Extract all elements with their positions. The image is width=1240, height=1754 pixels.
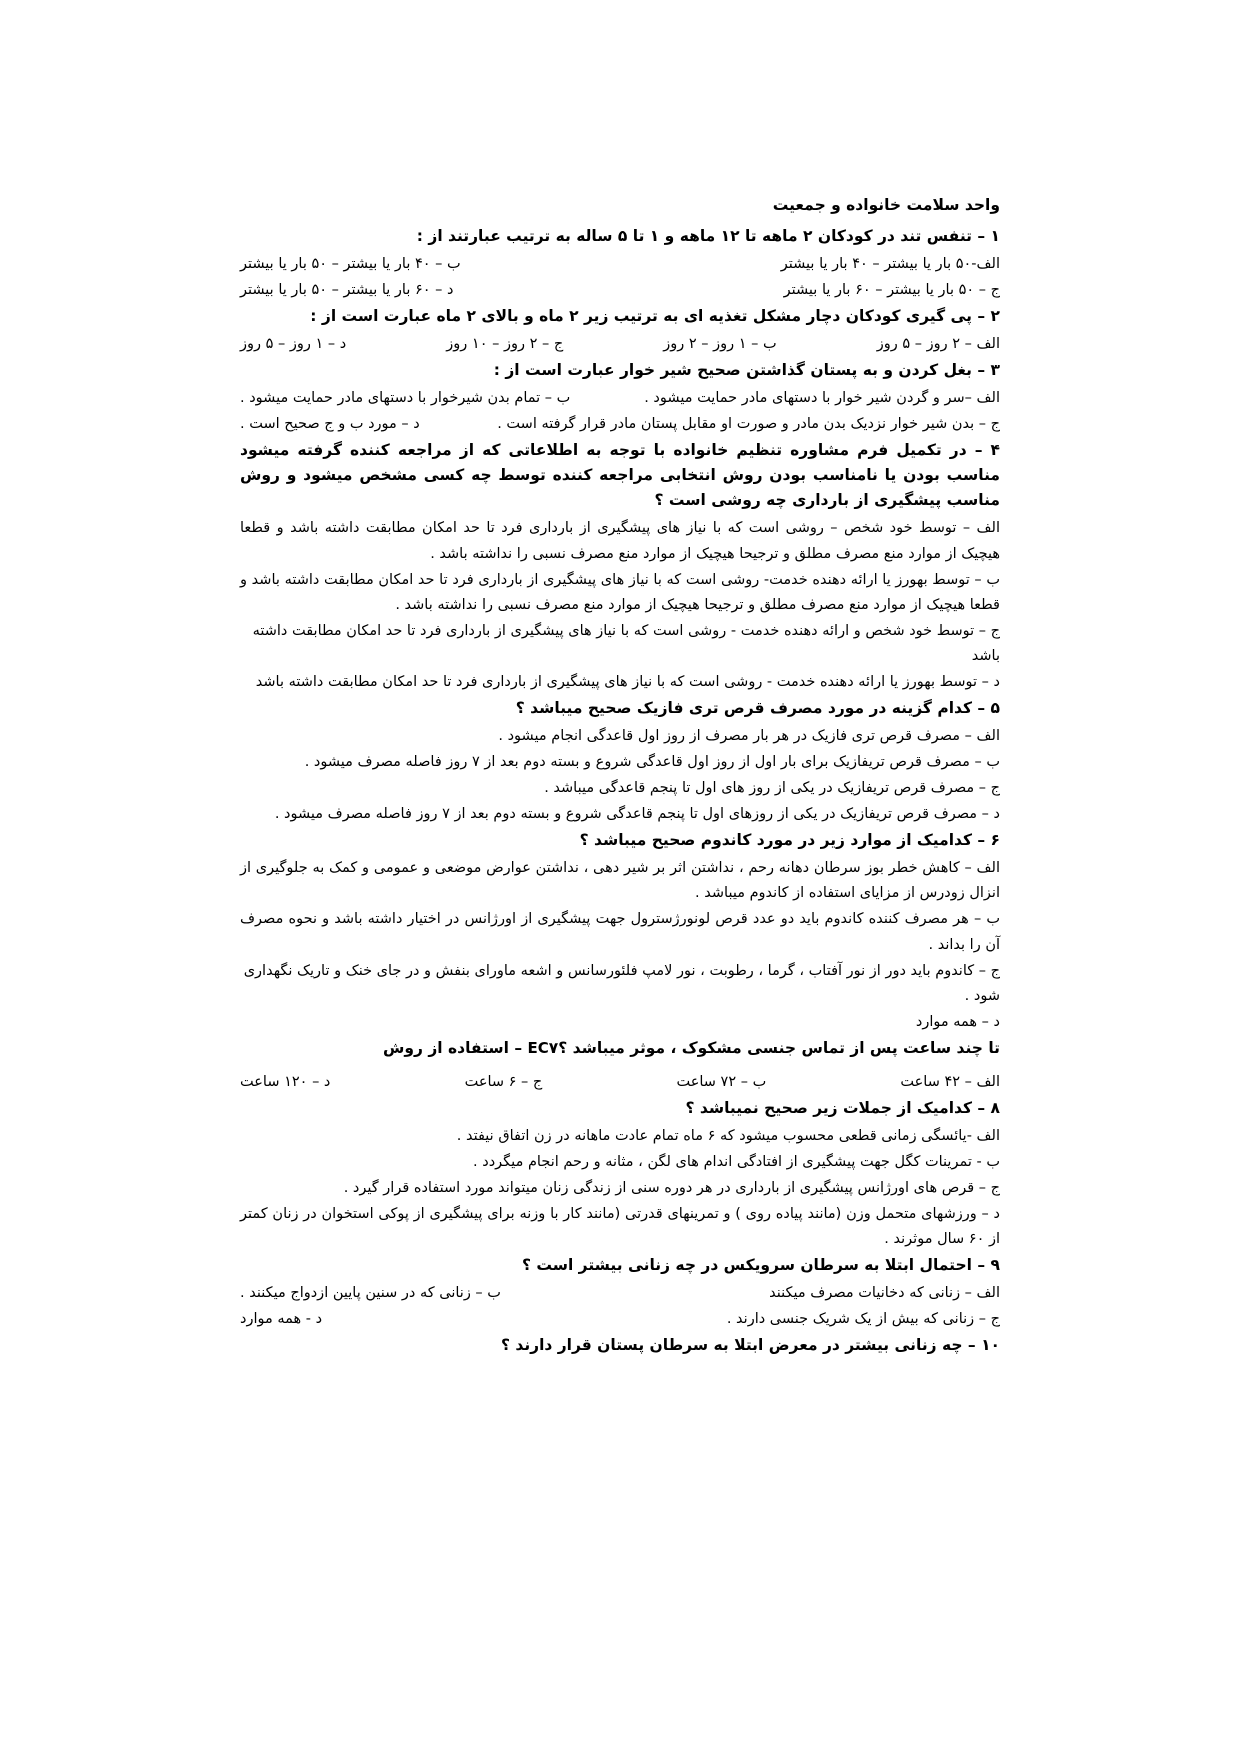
option-alef[interactable]: الف – توسط خود شخص – روشی است که با نیاز های پیشگیری از بارداری فرد تا حد امکان مطابقت داشته باشد و قطعا هیچیک از موارد منع مصرف مطلق و ترجیحا هیچیک از موارد منع مصرف نسبی را نداشته باشد . bbox=[240, 520, 1000, 562]
question-5 bbox=[240, 696, 1000, 827]
option-jim[interactable]: ج – ۶ ساعت bbox=[464, 1073, 543, 1090]
option-alef[interactable]: الف – مصرف قرص تری فازیک در هر بار مصرف از روز اول قاعدگی انجام میشود . bbox=[498, 728, 1000, 745]
question-3-options-row-1 bbox=[240, 386, 1000, 411]
option-alef[interactable]: الف -یائسگی زمانی قطعی محسوب میشود که ۶ ماه تمام عادت ماهانه در زن اتفاق نیفتد . bbox=[456, 1127, 1000, 1144]
option-dal[interactable]: د - همه موارد bbox=[240, 1311, 323, 1328]
question-3-options-row-2 bbox=[240, 412, 1000, 437]
option-dal[interactable]: د – مصرف قرص تریفازیک در یکی از روزهای اول تا پنجم قاعدگی شروع و بسته دوم بعد از ۷ روز فاصله مصرف میشود . bbox=[274, 805, 1000, 822]
option-alef[interactable]: الف – کاهش خطر بوز سرطان دهانه رحم ، نداشتن اثر بر شیر دهی ، نداشتن عوارض موضعی و عمومی و کمک به جلوگیری از انزال زودرس از مزایای استفاده از کاندوم میباشد . bbox=[240, 860, 1000, 902]
option-alef[interactable]: الف – ۲ روز – ۵ روز bbox=[876, 336, 1000, 353]
option-alef[interactable]: الف – ۴۲ ساعت bbox=[900, 1073, 1000, 1090]
option-dal[interactable]: د – توسط بهورز یا ارائه دهنده خدمت - روشی است که با نیاز های پیشگیری از بارداری فرد تا حد امکان مطابقت داشته باشد bbox=[255, 674, 1000, 691]
option-dal[interactable]: د – ۱ روز – ۵ روز bbox=[240, 336, 347, 353]
option-jim[interactable]: ج – مصرف قرص تریفازیک در یکی از روز های اول تا پنجم قاعدگی میباشد . bbox=[544, 780, 1000, 797]
option-jim[interactable]: ج – بدن شیر خوار نزدیک بدن مادر و صورت او مقابل پستان مادر قرار گرفته است . bbox=[497, 416, 1000, 433]
option-be[interactable]: ب – ۱ روز – ۲ روز bbox=[663, 336, 777, 353]
option-dal[interactable]: د – ۶۰ بار یا بیشتر – ۵۰ بار یا بیشتر bbox=[240, 282, 454, 299]
question-10 bbox=[240, 1333, 1000, 1358]
option-be[interactable]: ب – زنانی که در سنین پایین ازدواج میکنند . bbox=[240, 1285, 501, 1302]
question-1 bbox=[240, 224, 1000, 303]
question-4-stem: ۴ – در تکمیل فرم مشاوره تنظیم خانواده با توجه به اطلاعاتی که از مراجعه کننده گرفته میشود مناسب بودن یا نامناسب بودن روش انتخابی مراجعه کننده توسط چه کسی مشخص میشود و روش مناسب پیشگیری از بارداری چه روشی است ؟ bbox=[240, 441, 1000, 510]
question-6 bbox=[240, 828, 1000, 1035]
option-be[interactable]: ب – تمام بدن شیرخوار با دستهای مادر حمایت میشود . bbox=[240, 390, 571, 407]
option-dal[interactable]: د – همه موارد bbox=[915, 1013, 1000, 1030]
option-dal[interactable]: د – ورزشهای متحمل وزن (مانند پیاده روی ) و تمرینهای قدرتی (مانند کار با وزنه برای پیشگیری از پوکی استخوان در زنان کمتر از ۶۰ سال موثرند . bbox=[240, 1205, 1000, 1247]
question-10-stem: ۱۰ – چه زنانی بیشتر در معرض ابتلا به سرطان پستان قرار دارند ؟ bbox=[501, 1336, 1000, 1355]
option-alef[interactable]: الف-۵۰ بار یا بیشتر – ۴۰ بار یا بیشتر bbox=[780, 256, 1000, 273]
question-2 bbox=[240, 304, 1000, 357]
page-title: واحد سلامت خانواده و جمعیت bbox=[772, 196, 1000, 214]
option-jim[interactable]: ج – قرص های اورژانس پیشگیری از بارداری در هر دوره سنی از زندگی زنان میتواند مورد استفاده قرار گیرد . bbox=[343, 1179, 1000, 1196]
option-jim[interactable]: ج – کاندوم باید دور از نور آفتاب ، گرما ، رطوبت ، نور لامپ فلئورسانس و اشعه ماورای بنفش و در جای خنک و تاریک نگهداری شود . bbox=[243, 962, 1000, 1004]
option-dal[interactable]: د – مورد ب و ج صحیح است . bbox=[240, 416, 420, 433]
option-be[interactable]: ب – ۷۲ ساعت bbox=[676, 1073, 767, 1090]
option-jim[interactable]: ج – زنانی که بیش از یک شریک جنسی دارند . bbox=[726, 1311, 1000, 1328]
question-3-stem: ۳ – بغل کردن و به پستان گذاشتن صحیح شیر خوار عبارت است از : bbox=[493, 361, 1000, 380]
question-7-latin-term: EC bbox=[527, 1038, 549, 1057]
question-9-options-row-1 bbox=[240, 1281, 1000, 1306]
option-be[interactable]: ب – ۴۰ بار یا بیشتر – ۵۰ بار یا بیشتر bbox=[240, 256, 461, 273]
question-7 bbox=[240, 1036, 1000, 1095]
question-7-stem-prefix: تا چند ساعت پس از تماس جنسی مشکوک ، موثر میباشد ؟ bbox=[558, 1038, 1000, 1057]
option-jim[interactable]: ج – ۵۰ بار یا بیشتر – ۶۰ بار یا بیشتر bbox=[783, 282, 1000, 299]
question-7-options-row bbox=[240, 1070, 1000, 1095]
document-content bbox=[240, 193, 1000, 1361]
question-1-options-row-1 bbox=[240, 252, 1000, 277]
option-be[interactable]: ب – مصرف قرص تریفازیک برای بار اول از روز اول قاعدگی شروع و بسته دوم بعد از ۷ روز فاصله مصرف میشود . bbox=[304, 754, 1000, 771]
question-7-stem bbox=[240, 1036, 1000, 1061]
question-9-stem: ۹ – احتمال ابتلا به سرطان سرویکس در چه زنانی بیشتر است ؟ bbox=[521, 1256, 1000, 1275]
question-2-options-row bbox=[240, 332, 1000, 357]
option-alef[interactable]: الف – زنانی که دخانیات مصرف میکنند bbox=[769, 1285, 1000, 1302]
question-8-stem: ۸ – کدامیک از جملات زیر صحیح نمیباشد ؟ bbox=[685, 1098, 1000, 1117]
option-jim[interactable]: ج – ۲ روز – ۱۰ روز bbox=[446, 336, 564, 353]
question-1-options-row-2 bbox=[240, 278, 1000, 303]
question-4 bbox=[240, 438, 1000, 695]
question-2-stem: ۲ – پی گیری کودکان دچار مشکل تغذیه ای به ترتیب زیر ۲ ماه و بالای ۲ ماه عبارت است از : bbox=[310, 307, 1000, 325]
option-alef[interactable]: الف –سر و گردن شیر خوار با دستهای مادر حمایت میشود . bbox=[644, 390, 1000, 407]
question-3 bbox=[240, 358, 1000, 437]
option-be[interactable]: ب – هر مصرف کننده کاندوم باید دو عدد قرص لونورژسترول جهت پیشگیری از اورژانس در اختیار داشته باشد و نحوه مصرف آن را بداند . bbox=[240, 911, 1000, 953]
question-9 bbox=[240, 1253, 1000, 1332]
option-dal[interactable]: د – ۱۲۰ ساعت bbox=[240, 1073, 331, 1090]
option-jim[interactable]: ج – توسط خود شخص و ارائه دهنده خدمت - روشی است که با نیاز های پیشگیری از بارداری فرد تا حد امکان مطابقت داشته باشد bbox=[252, 623, 1000, 665]
question-7-stem-suffix: ۷ – استفاده از روش bbox=[383, 1038, 559, 1057]
option-be[interactable]: ب – توسط بهورز یا ارائه دهنده خدمت- روشی است که با نیاز های پیشگیری از بارداری فرد تا حد امکان مطابقت داشته باشد و قطعا هیچیک از موارد منع مصرف مطلق و ترجیحا هیچیک از موارد منع مصرف نسبی را نداشته باشد . bbox=[240, 571, 1000, 614]
question-9-options-row-2 bbox=[240, 1307, 1000, 1332]
question-6-stem: ۶ – کدامیک از موارد زیر در مورد کاندوم صحیح میباشد ؟ bbox=[579, 830, 1000, 849]
question-1-stem: ۱ – تنفس تند در کودکان ۲ ماهه تا ۱۲ ماهه و ۱ تا ۵ ساله به ترتیب عبارتند از : bbox=[416, 227, 1000, 246]
question-5-stem: ۵ – کدام گزینه در مورد مصرف قرص تری فازیک صحیح میباشد ؟ bbox=[515, 699, 1000, 718]
question-8 bbox=[240, 1096, 1000, 1252]
option-be[interactable]: ب - تمرینات کگل جهت پیشگیری از افتادگی اندام های لگن ، مثانه و رحم انجام میگردد . bbox=[473, 1153, 1000, 1170]
